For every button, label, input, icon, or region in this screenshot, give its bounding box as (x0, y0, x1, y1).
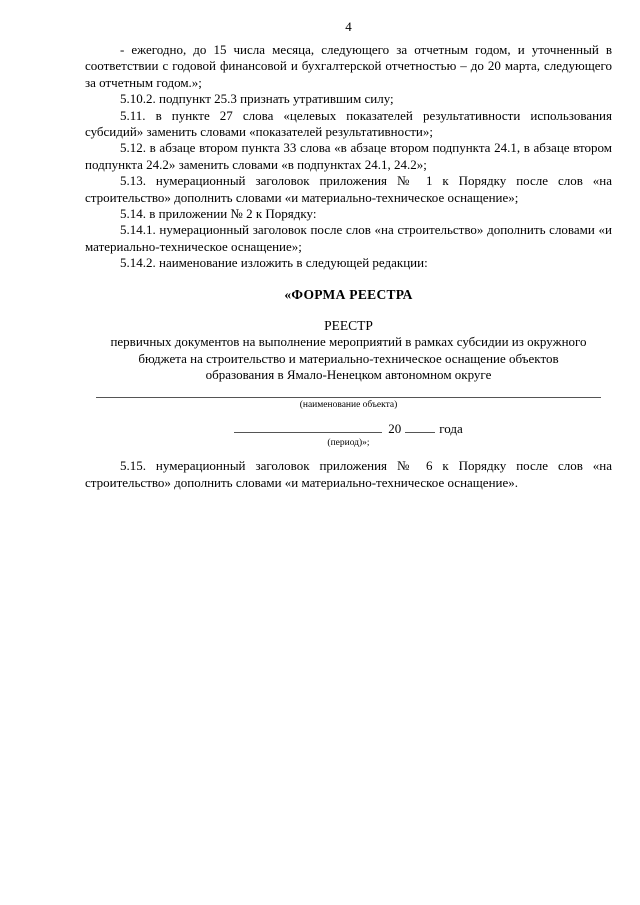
year-suffix: года (439, 421, 463, 437)
period-blank-line (234, 419, 382, 433)
paragraph-annual-report: - ежегодно, до 15 числа месяца, следующего за отчетным годом, и уточненный в соответствии с годовой финансовой и бухгалтерской отчетностью – до 20 марта, следующего за отчетным годом.»; (85, 42, 612, 90)
register-title: РЕЕСТР (324, 317, 373, 333)
paragraph-5-14-1: 5.14.1. нумерационный заголовок после слов «на строительство» дополнить словами «и материально-техническое оснащение»; (85, 222, 612, 254)
register-heading (85, 318, 612, 384)
page-number: 4 (345, 19, 352, 34)
closing-text (85, 458, 612, 491)
year-prefix: 20 (388, 421, 402, 437)
paragraph-5-10-2: 5.10.2. подпункт 25.3 признать утратившим силу; (120, 91, 394, 107)
paragraph-5-11: 5.11. в пункте 27 слова «целевых показателей результативности использования субсидий» заменить словами «показателей результативности»; (85, 107, 612, 140)
body-text (85, 42, 612, 272)
object-name-caption: (наименование объекта) (299, 400, 398, 411)
paragraph-5-13: 5.13. нумерационный заголовок приложения № 1 к Порядку после слов «на строительство» дополнить словами «и материально-техническое оснащение»; (85, 173, 612, 205)
object-name-blank-line (96, 396, 601, 398)
paragraph-5-15: 5.15. нумерационный заголовок приложения № 6 к Порядку после слов «на строительство» дополнить словами «и материально-техническое оснащение». (85, 458, 612, 490)
text-block (85, 0, 612, 491)
paragraph-5-14-2: 5.14.2. наименование изложить в следующей редакции: (120, 255, 428, 271)
form-title: «ФОРМА РЕЕСТРА (284, 286, 413, 302)
period-line (85, 419, 612, 436)
register-subtitle: первичных документов на выполнение мероприятий в рамках субсидии из окружного бюджета на строительство и материально-техническое оснащение объектов образования в Ямало-Ненецком автономном округе (110, 334, 587, 382)
paragraph-5-12: 5.12. в абзаце втором пункта 33 слова «в абзаце втором подпункта 24.1, в абзаце втором подпункта 24.2» заменить словами «в подпунктах 24.1, 24.2»; (85, 140, 612, 172)
period-caption: (период)»; (327, 438, 370, 449)
paragraph-5-14: 5.14. в приложении № 2 к Порядку: (120, 206, 317, 222)
year-blank-line (405, 419, 435, 433)
